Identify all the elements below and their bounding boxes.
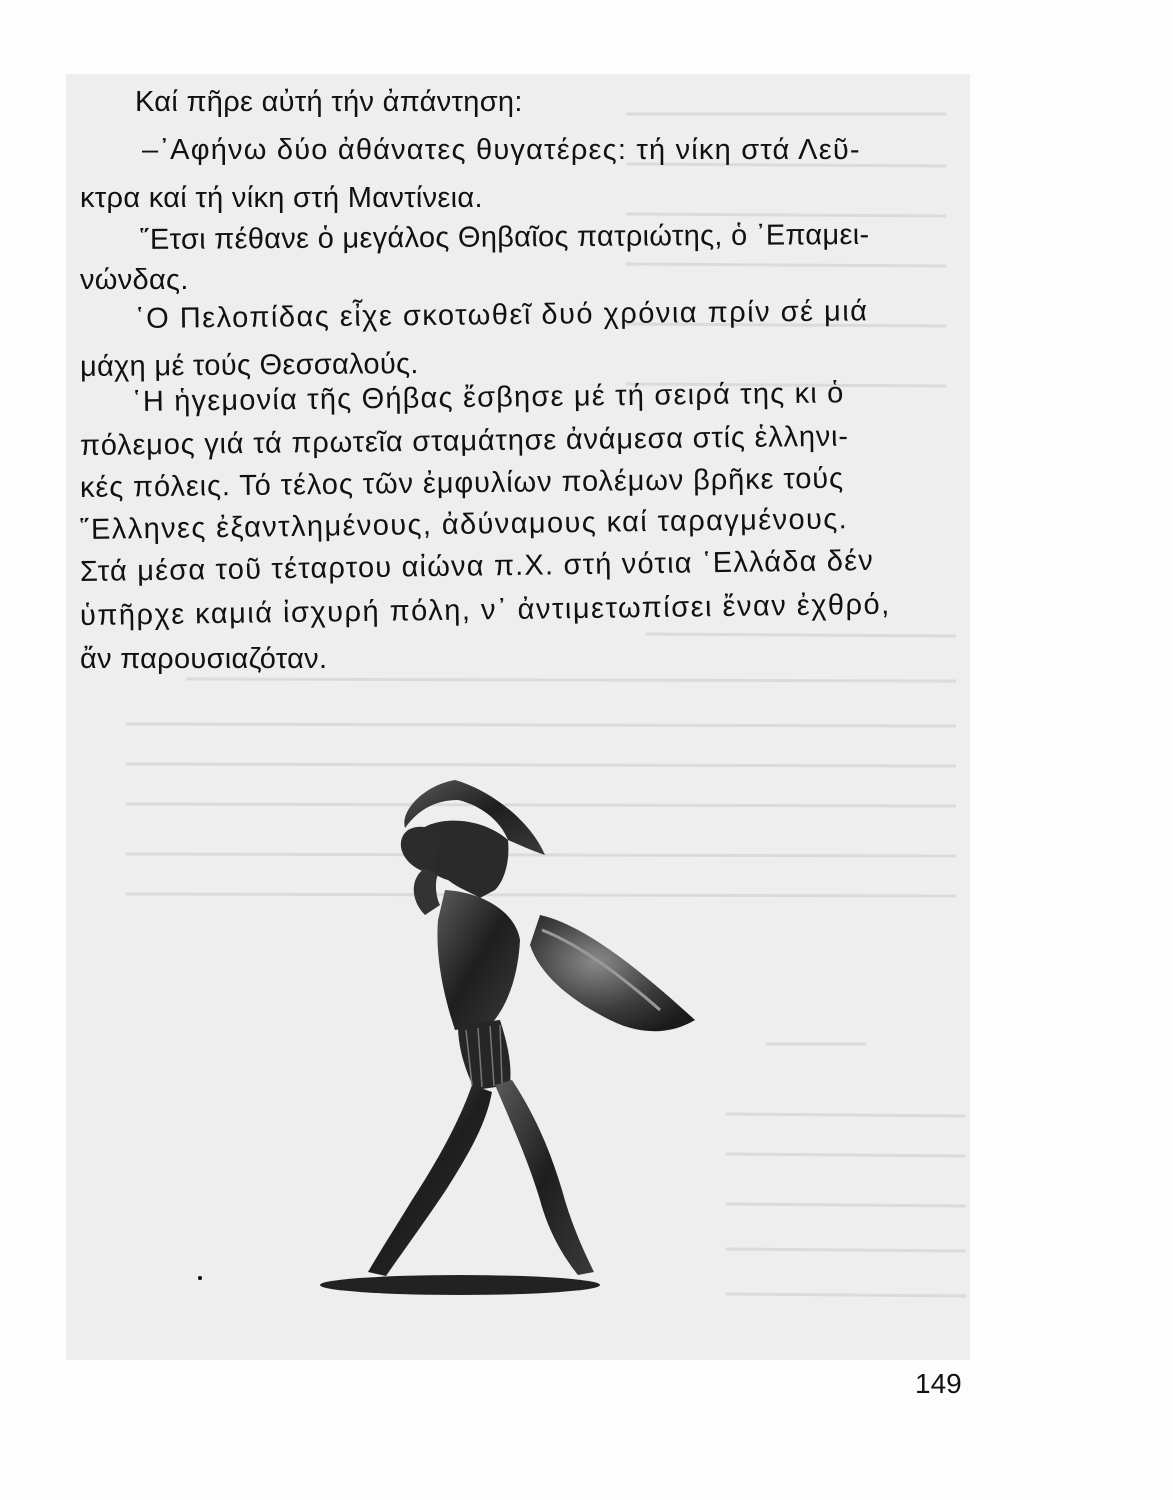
text-line-12: Στά μέσα τοῦ τέταρτου αἰώνα π.Χ. στή νότια ῾Ελλάδα δέν xyxy=(79,544,875,588)
text-line-2: –᾿Αφήνω δύο ἀθάνατες θυγατέρες: τή νίκη στά Λεῦ- xyxy=(142,134,861,166)
page-number: 149 xyxy=(915,1368,962,1399)
text-line-8: ῾Η ἡγεμονία τῆς Θήβας ἔσβησε μέ τή σειρά της κι ὁ xyxy=(131,377,845,418)
text-line-5: νώνδας. xyxy=(80,264,189,296)
text-line-1: Καί πῆρε αὐτή τήν ἀπάντηση: xyxy=(135,86,523,118)
hoplite-statuette-figure xyxy=(190,780,730,1300)
text-line-3: κτρα καί τή νίκη στή Μαντίνεια. xyxy=(80,182,483,214)
text-line-13: ὑπῆρχε καμιά ἰσχυρή πόλη, ν᾿ ἀντιμετωπίσει ἔναν ἐχθρό, xyxy=(79,588,891,632)
text-line-10: κές πόλεις. Τό τέλος τῶν ἐμφυλίων πολέμων βρῆκε τούς xyxy=(79,462,845,504)
text-line-9: πόλεμος γιά τά πρωτεῖα σταμάτησε ἀνάμεσα στίς ἑλληνι- xyxy=(79,420,849,462)
text-line-4: ῞Ετσι πέθανε ὁ μεγάλος Θηβαῖος πατριώτης, ὁ ᾿Επαμει- xyxy=(139,218,870,256)
text-line-7: μάχη μέ τούς Θεσσαλούς. xyxy=(79,348,419,383)
text-line-14: ἄν παρουσιαζόταν. xyxy=(80,643,328,675)
text-line-11: ῞Ελληνες ἐξαντλημένους, ἀδύναμους καί ταραγμένους. xyxy=(79,503,849,546)
text-line-6: ῾Ο Πελοπίδας εἶχε σκοτωθεῖ δυό χρόνια πρίν σέ μιά xyxy=(134,295,869,335)
